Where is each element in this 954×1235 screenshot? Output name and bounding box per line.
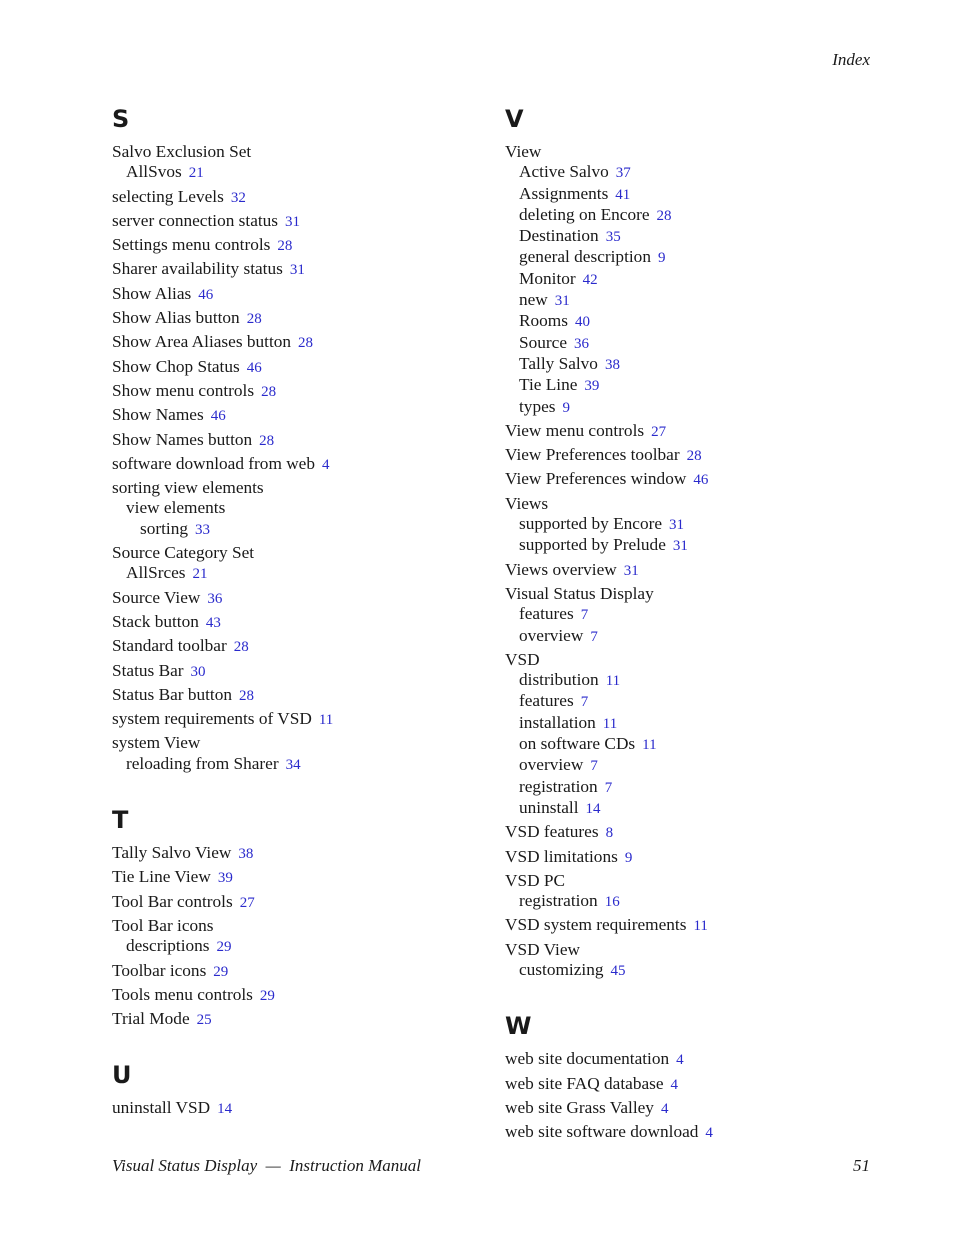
term-text: web site Grass Valley <box>505 1097 654 1117</box>
term-text: Monitor <box>519 268 576 288</box>
index-subterm <box>112 754 492 775</box>
term-text: VSD View <box>505 939 580 959</box>
index-term <box>505 560 885 581</box>
term-text: sorting <box>140 518 189 538</box>
index-entry <box>112 357 492 378</box>
index-entry <box>112 259 492 280</box>
index-subterm <box>505 777 885 798</box>
index-entry <box>505 445 885 466</box>
term-text: features <box>519 691 574 711</box>
index-subterm <box>505 604 885 625</box>
index-term <box>112 661 492 682</box>
index-entry <box>505 847 885 868</box>
page-reference-link[interactable]: 7 <box>604 779 613 796</box>
page-reference-link[interactable]: 11 <box>602 715 618 732</box>
term-text: VSD <box>505 649 540 669</box>
section-letter: W <box>505 1012 532 1041</box>
page-reference-link[interactable]: 45 <box>610 962 626 979</box>
term-text: Views <box>505 493 549 513</box>
term-text: supported by Encore <box>519 514 663 534</box>
term-text: Settings menu controls <box>112 235 271 255</box>
index-term <box>505 650 885 670</box>
term-text: Assignments <box>519 183 609 203</box>
index-entry <box>505 940 885 982</box>
index-entry <box>505 915 885 936</box>
term-text: VSD PC <box>505 870 566 890</box>
index-term <box>112 588 492 609</box>
index-term <box>112 308 492 329</box>
index-entry <box>112 284 492 305</box>
index-entry <box>505 871 885 913</box>
page-reference-link[interactable]: 4 <box>670 1076 679 1093</box>
page-reference-link[interactable]: 28 <box>239 687 255 704</box>
index-entry <box>112 211 492 232</box>
section-letter: V <box>505 105 524 133</box>
term-text: Rooms <box>519 311 568 331</box>
page-reference-link[interactable]: 11 <box>693 918 708 935</box>
index-section-t <box>112 803 492 1030</box>
term-text: Destination <box>519 226 599 246</box>
index-subterm <box>505 734 885 755</box>
page-reference-link[interactable]: 46 <box>246 359 262 376</box>
index-term <box>112 985 492 1006</box>
section-letter: T <box>112 806 129 835</box>
page-reference-link[interactable]: 7 <box>590 628 598 645</box>
index-subterm <box>505 311 885 332</box>
term-text: general description <box>519 247 651 267</box>
page-reference-link[interactable]: 28 <box>261 383 277 400</box>
index-entry <box>112 588 492 609</box>
index-term <box>505 1074 885 1095</box>
index-entry <box>505 560 885 581</box>
term-text: View Preferences window <box>505 469 687 489</box>
term-text: Trial Mode <box>112 1009 190 1029</box>
index-term <box>112 612 492 633</box>
term-text: Sharer availability status <box>112 259 283 279</box>
term-text: VSD features <box>505 822 599 842</box>
index-term <box>112 454 492 475</box>
index-subterm <box>505 670 885 691</box>
index-term <box>112 211 492 232</box>
index-term <box>112 284 492 305</box>
index-entry <box>112 454 492 475</box>
term-text: distribution <box>519 670 599 690</box>
index-entry <box>112 142 492 184</box>
index-entry <box>505 584 885 647</box>
term-text: system requirements of VSD <box>112 709 312 729</box>
index-term <box>112 405 492 426</box>
page-reference-link[interactable]: 37 <box>615 165 631 182</box>
term-text: overview <box>519 755 584 775</box>
index-subterm <box>505 514 885 535</box>
page-reference-link[interactable]: 36 <box>574 335 589 352</box>
index-entry <box>112 661 492 682</box>
index-entry <box>112 187 492 208</box>
page-reference-link[interactable]: 40 <box>574 314 590 331</box>
index-section-u <box>112 1058 492 1119</box>
term-text: Tie Line View <box>112 867 211 887</box>
term-text: view elements <box>126 498 226 518</box>
index-entry <box>112 636 492 657</box>
page-reference-link[interactable]: 30 <box>190 663 206 680</box>
term-text: View <box>505 142 542 161</box>
index-subterm <box>505 713 885 734</box>
term-text: web site software download <box>505 1122 699 1142</box>
page-reference-link[interactable]: 31 <box>289 262 305 279</box>
index-entry <box>112 405 492 426</box>
index-entry <box>505 1122 885 1143</box>
index-subterm <box>505 162 885 183</box>
index-term <box>112 1098 492 1119</box>
index-term <box>112 1009 492 1030</box>
page-reference-link[interactable]: 11 <box>318 712 334 729</box>
term-text: registration <box>519 891 598 911</box>
index-subterm <box>505 397 885 418</box>
index-section-w <box>505 1009 885 1143</box>
term-text: Status Bar button <box>112 684 233 704</box>
page-reference-link[interactable]: 9 <box>657 250 666 267</box>
page-reference-link[interactable]: 25 <box>196 1012 212 1029</box>
index-term <box>112 357 492 378</box>
page-reference-link[interactable]: 28 <box>246 311 262 328</box>
index-term <box>505 847 885 868</box>
term-text: sorting view elements <box>112 478 264 498</box>
index-subterm <box>112 162 492 183</box>
term-text: View Preferences toolbar <box>505 445 680 465</box>
index-entry <box>112 235 492 256</box>
term-text: Tie Line <box>519 375 578 395</box>
term-text: reloading from Sharer <box>126 753 279 773</box>
page-reference-link[interactable]: 29 <box>216 939 232 956</box>
index-term <box>112 892 492 913</box>
index-subterm <box>505 247 885 268</box>
term-text: Source <box>519 332 567 352</box>
index-entry <box>112 961 492 982</box>
index-term <box>112 636 492 657</box>
index-column-left <box>112 102 492 1120</box>
term-text: on software CDs <box>519 734 636 754</box>
index-term <box>112 709 492 730</box>
term-text: VSD system requirements <box>505 915 687 935</box>
index-term <box>505 494 885 514</box>
page-reference-link[interactable]: 36 <box>207 590 223 607</box>
term-text: Standard toolbar <box>112 636 227 656</box>
index-term <box>112 478 492 498</box>
term-text: Show Area Aliases button <box>112 332 292 352</box>
index-term <box>112 543 492 563</box>
index-entry <box>112 867 492 888</box>
index-term <box>505 1049 885 1070</box>
index-column-right <box>505 102 885 1143</box>
index-entry <box>505 822 885 843</box>
index-term <box>505 940 885 960</box>
term-text: features <box>519 604 574 624</box>
index-term <box>505 584 885 604</box>
term-text: descriptions <box>126 936 210 956</box>
page-reference-link[interactable]: 28 <box>656 207 672 224</box>
page-reference-link[interactable]: 46 <box>198 286 214 303</box>
index-term <box>112 916 492 936</box>
index-term <box>112 430 492 451</box>
index-entry <box>505 421 885 442</box>
term-text: Tools menu controls <box>112 984 253 1004</box>
index-entry <box>112 381 492 402</box>
page-reference-link[interactable]: 43 <box>205 614 221 631</box>
index-entry <box>112 733 492 775</box>
term-text: new <box>519 290 548 310</box>
index-entry <box>112 332 492 353</box>
index-term <box>505 445 885 466</box>
manual-title: Visual Status Display — Instruction Manual <box>112 1156 421 1175</box>
page-reference-link[interactable]: 9 <box>624 849 633 866</box>
term-text: Show Chop Status <box>112 356 240 376</box>
index-term <box>112 259 492 280</box>
page-reference-link[interactable]: 34 <box>285 756 301 773</box>
term-text: registration <box>519 776 598 796</box>
index-entry <box>112 430 492 451</box>
index-subterm <box>112 936 492 957</box>
index-entry <box>112 1098 492 1119</box>
page-reference-link[interactable]: 11 <box>642 737 657 754</box>
index-term <box>112 961 492 982</box>
term-text: Tally Salvo View <box>112 843 232 863</box>
term-text: Stack button <box>112 611 199 631</box>
index-entry <box>112 685 492 706</box>
term-text: installation <box>519 712 596 732</box>
term-text: Show Names button <box>112 429 253 449</box>
index-entry <box>112 1009 492 1030</box>
index-term <box>505 142 885 162</box>
term-text: Tool Bar controls <box>112 891 233 911</box>
term-text: VSD limitations <box>505 846 618 866</box>
index-subterm <box>505 755 885 776</box>
page-reference-link[interactable]: 28 <box>298 335 314 352</box>
page-reference-link[interactable]: 28 <box>233 639 249 656</box>
page-reference-link[interactable]: 4 <box>705 1125 713 1142</box>
term-text: Tally Salvo <box>519 353 598 373</box>
index-term <box>112 235 492 256</box>
term-text: AllSrces <box>126 563 186 583</box>
index-term <box>112 332 492 353</box>
index-entry <box>505 1098 885 1119</box>
index-entry <box>112 843 492 864</box>
index-subterm <box>112 519 492 540</box>
page-reference-link[interactable]: 4 <box>676 1052 684 1069</box>
page-reference-link[interactable]: 27 <box>239 894 255 911</box>
page-reference-link[interactable]: 28 <box>259 432 275 449</box>
page-reference-link[interactable]: 29 <box>259 987 275 1004</box>
index-entry <box>112 709 492 730</box>
index-subterm <box>505 269 885 290</box>
page-reference-link[interactable]: 11 <box>605 673 621 690</box>
page-reference-link[interactable]: 31 <box>285 213 301 230</box>
term-text: types <box>519 396 556 416</box>
term-text: Show menu controls <box>112 380 255 400</box>
index-subterm <box>505 184 885 205</box>
page-reference-link[interactable]: 42 <box>582 271 598 288</box>
index-term <box>112 187 492 208</box>
term-text: server connection status <box>112 210 279 230</box>
page-reference-link[interactable]: 46 <box>210 408 226 425</box>
page-reference-link[interactable]: 35 <box>605 229 621 246</box>
index-entry <box>505 650 885 819</box>
term-text: supported by Prelude <box>519 535 666 555</box>
index-entry <box>112 478 492 540</box>
index-term <box>505 871 885 891</box>
index-entry <box>112 985 492 1006</box>
term-text: software download from web <box>112 453 315 473</box>
term-text: deleting on Encore <box>519 204 650 224</box>
term-text: uninstall VSD <box>112 1098 211 1118</box>
term-text: Show Alias <box>112 283 192 303</box>
index-term <box>505 1098 885 1119</box>
index-subterm <box>505 333 885 354</box>
index-term <box>112 733 492 753</box>
index-subterm <box>505 691 885 712</box>
index-term <box>112 867 492 888</box>
index-subterm <box>505 535 885 556</box>
index-subterm <box>112 498 492 518</box>
index-entry <box>112 308 492 329</box>
section-letter: S <box>112 105 130 133</box>
index-entry <box>112 892 492 913</box>
index-term <box>112 685 492 706</box>
term-text: Views overview <box>505 559 617 579</box>
page-reference-link[interactable]: 28 <box>277 238 293 255</box>
index-entry <box>112 916 492 958</box>
index-term <box>505 915 885 936</box>
index-subterm <box>505 375 885 396</box>
index-subterm <box>505 354 885 375</box>
index-entry <box>112 612 492 633</box>
term-text: View menu controls <box>505 420 645 440</box>
index-entry <box>505 1074 885 1095</box>
index-term <box>505 469 885 490</box>
index-entry <box>112 543 492 585</box>
term-text: system View <box>112 733 201 753</box>
page-reference-link[interactable]: 31 <box>672 538 688 555</box>
section-letter: U <box>112 1061 132 1090</box>
page-reference-link[interactable]: 33 <box>195 521 211 538</box>
page-reference-link[interactable]: 28 <box>686 448 702 465</box>
index-subterm <box>505 891 885 912</box>
page-reference-link[interactable]: 16 <box>604 894 620 911</box>
page-reference-link[interactable]: 7 <box>580 694 589 711</box>
page-reference-link[interactable]: 27 <box>651 423 667 440</box>
term-text: Tool Bar icons <box>112 915 214 935</box>
index-term <box>112 381 492 402</box>
term-text: Show Alias button <box>112 308 240 328</box>
running-header: Index <box>832 50 870 69</box>
page-reference-link[interactable]: 32 <box>230 189 246 206</box>
index-subterm <box>505 626 885 647</box>
page-reference-link[interactable]: 7 <box>580 607 589 624</box>
index-entry <box>505 469 885 490</box>
term-text: Source View <box>112 587 201 607</box>
index-term <box>505 1122 885 1143</box>
page-reference-link[interactable]: 38 <box>238 846 254 863</box>
page-reference-link[interactable]: 14 <box>585 800 601 817</box>
term-text: Source Category Set <box>112 543 255 563</box>
term-text: AllSvos <box>126 162 182 182</box>
term-text: Visual Status Display <box>505 583 654 603</box>
index-subterm <box>505 205 885 226</box>
page-number: 51 <box>853 1156 870 1175</box>
term-text: Status Bar <box>112 660 184 680</box>
term-text: Toolbar icons <box>112 960 207 980</box>
term-text: Active Salvo <box>519 162 609 182</box>
page-reference-link[interactable]: 9 <box>562 399 570 416</box>
term-text: customizing <box>519 959 604 979</box>
page-reference-link[interactable]: 4 <box>322 456 330 473</box>
page-reference-link[interactable]: 4 <box>660 1100 669 1117</box>
page-reference-link[interactable]: 41 <box>615 186 631 203</box>
page-reference-link[interactable]: 21 <box>188 165 204 182</box>
page-reference-link[interactable]: 7 <box>590 758 598 775</box>
term-text: web site FAQ database <box>505 1073 664 1093</box>
index-term <box>505 421 885 442</box>
index-term <box>112 142 492 162</box>
page-reference-link[interactable]: 46 <box>693 472 709 489</box>
page-footer <box>112 1156 870 1176</box>
term-text: Salvo Exclusion Set <box>112 142 252 161</box>
index-subterm <box>505 226 885 247</box>
page-reference-link[interactable]: 14 <box>217 1101 233 1118</box>
term-text: web site documentation <box>505 1049 670 1069</box>
page-reference-link[interactable]: 39 <box>217 870 233 887</box>
page-reference-link[interactable]: 21 <box>192 566 208 583</box>
index-entry <box>505 1049 885 1070</box>
page-reference-link[interactable]: 31 <box>554 293 570 310</box>
term-text: overview <box>519 625 584 645</box>
index-term <box>505 822 885 843</box>
term-text: uninstall <box>519 797 579 817</box>
term-text: Show Names <box>112 405 204 425</box>
term-text: selecting Levels <box>112 186 224 206</box>
index-subterm <box>505 960 885 981</box>
index-section-s <box>112 102 492 775</box>
page-reference-link[interactable]: 31 <box>623 562 639 579</box>
index-entry <box>505 142 885 418</box>
page-reference-link[interactable]: 29 <box>213 963 229 980</box>
page-reference-link[interactable]: 8 <box>605 825 614 842</box>
index-subterm <box>505 290 885 311</box>
index-section-v <box>505 102 885 981</box>
index-subterm <box>112 563 492 584</box>
index-subterm <box>505 798 885 819</box>
page-reference-link[interactable]: 39 <box>584 378 600 395</box>
page-reference-link[interactable]: 38 <box>604 356 620 373</box>
page-reference-link[interactable]: 31 <box>669 517 685 534</box>
index-term <box>112 843 492 864</box>
index-entry <box>505 494 885 557</box>
